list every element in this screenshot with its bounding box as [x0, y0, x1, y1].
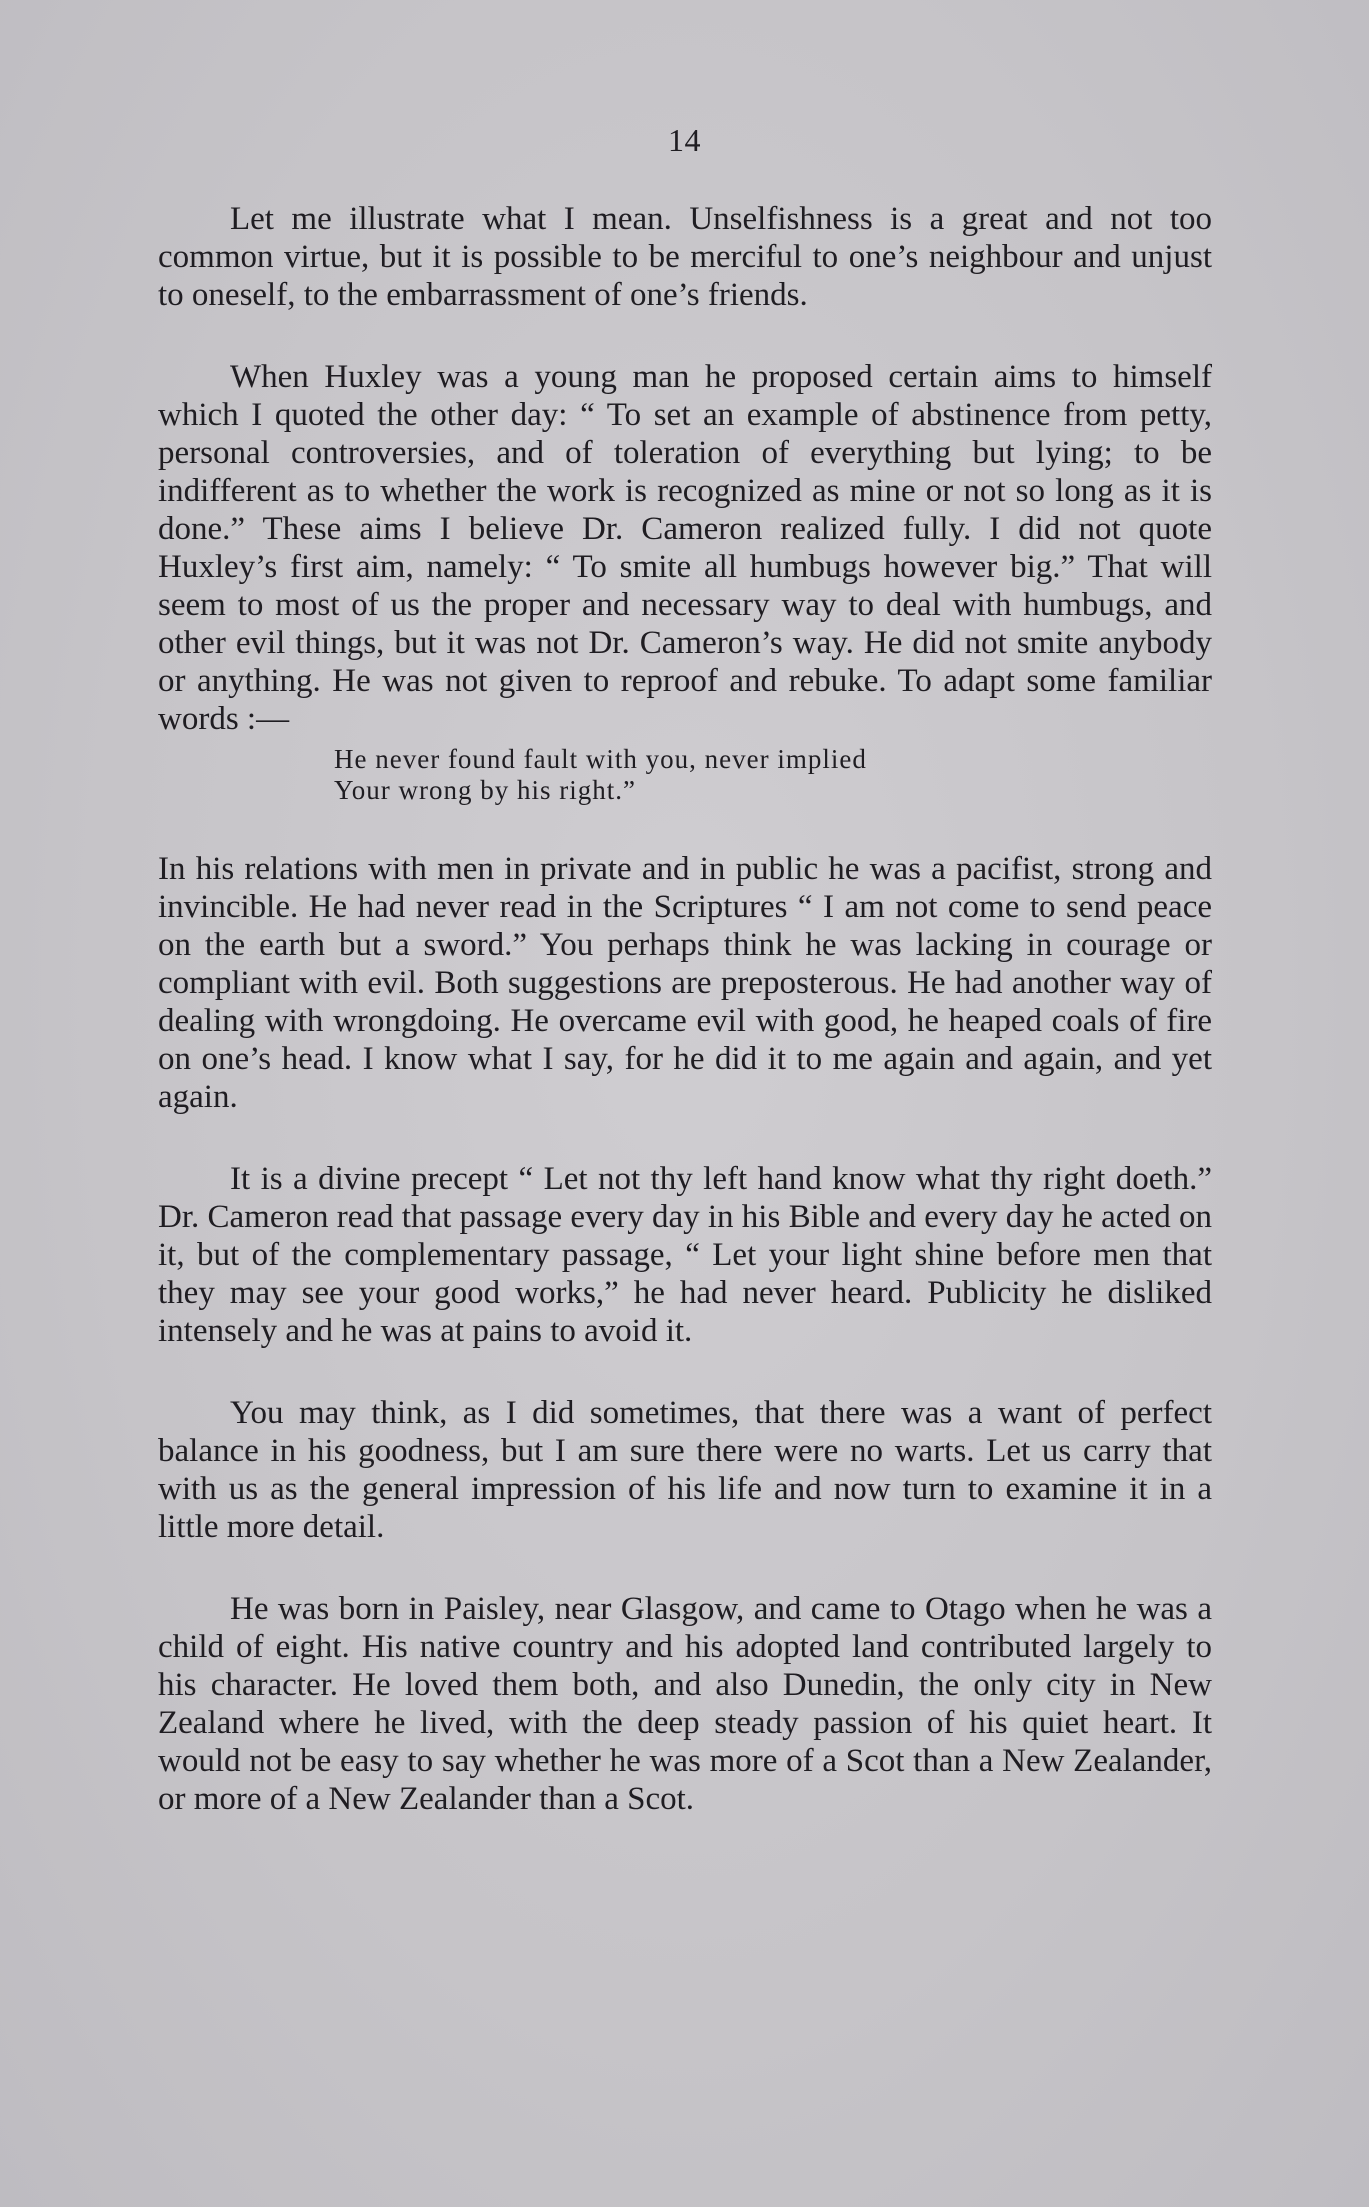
paragraph-3: In his relations with men in private and in public he was a pacifist, strong and invincible. He had never read in the Scriptures “ I am not come to send peace on the earth but a sword.” You perhaps think he was lacking in courage or compliant with evil. Both suggestions are preposterous. He had another way of dealing with wrongdoing. He overcame evil with good, he heaped coals of fire on one’s head. I know what I say, for he did it to me again and again, and yet again.: [158, 851, 1212, 1115]
quote-line-1: He never found fault with you, never implied: [334, 744, 867, 774]
quote-line-2: Your wrong by his right.”: [334, 775, 637, 805]
paragraph-6: He was born in Paisley, near Glasgow, and came to Otago when he was a child of eight. His native country and his adopted land contributed largely to his character. He loved them both, and also Dunedin, the only city in New Zealand where he lived, with the deep steady passion of his quiet heart. It would not be easy to say whether he was more of a Scot than a New Zealander, or more of a New Zealander than a Scot.: [158, 1591, 1212, 1817]
block-quote: [334, 744, 1212, 806]
paragraph-5: You may think, as I did sometimes, that there was a want of perfect balance in his goodness, but I am sure there were no warts. Let us carry that with us as the general impression of his life and now turn to examine it in a little more detail.: [158, 1395, 1212, 1545]
body-text: [158, 200, 1212, 1818]
paragraph-2: When Huxley was a young man he proposed certain aims to himself which I quoted the other day: “ To set an example of abstinence from petty, personal controversies, and of toleration of everything but lying; to be indifferent as to whether the work is recognized as mine or not so long as it is done.” These aims I believe Dr. Cameron realized fully. I did not quote Huxley’s first aim, namely: “ To smite all humbugs however big.” That will seem to most of us the proper and necessary way to deal with humbugs, and other evil things, but it was not Dr. Cameron’s way. He did not smite anybody or anything. He was not given to reproof and rebuke. To adapt some familiar words :—: [158, 359, 1212, 737]
page-number: 14: [668, 122, 701, 158]
paragraph-1: Let me illustrate what I mean. Unselfishness is a great and not too common virtue, but it is possible to be merciful to one’s neighbour and unjust to oneself, to the embarrassment of one’s friends.: [158, 201, 1212, 313]
paragraph-4: It is a divine precept “ Let not thy left hand know what thy right doeth.” Dr. Cameron read that passage every day in his Bible and every day he acted on it, but of the complementary passage, “ Let your light shine before men that they may see your good works,” he had never heard. Publicity he disliked intensely and he was at pains to avoid it.: [158, 1161, 1212, 1349]
